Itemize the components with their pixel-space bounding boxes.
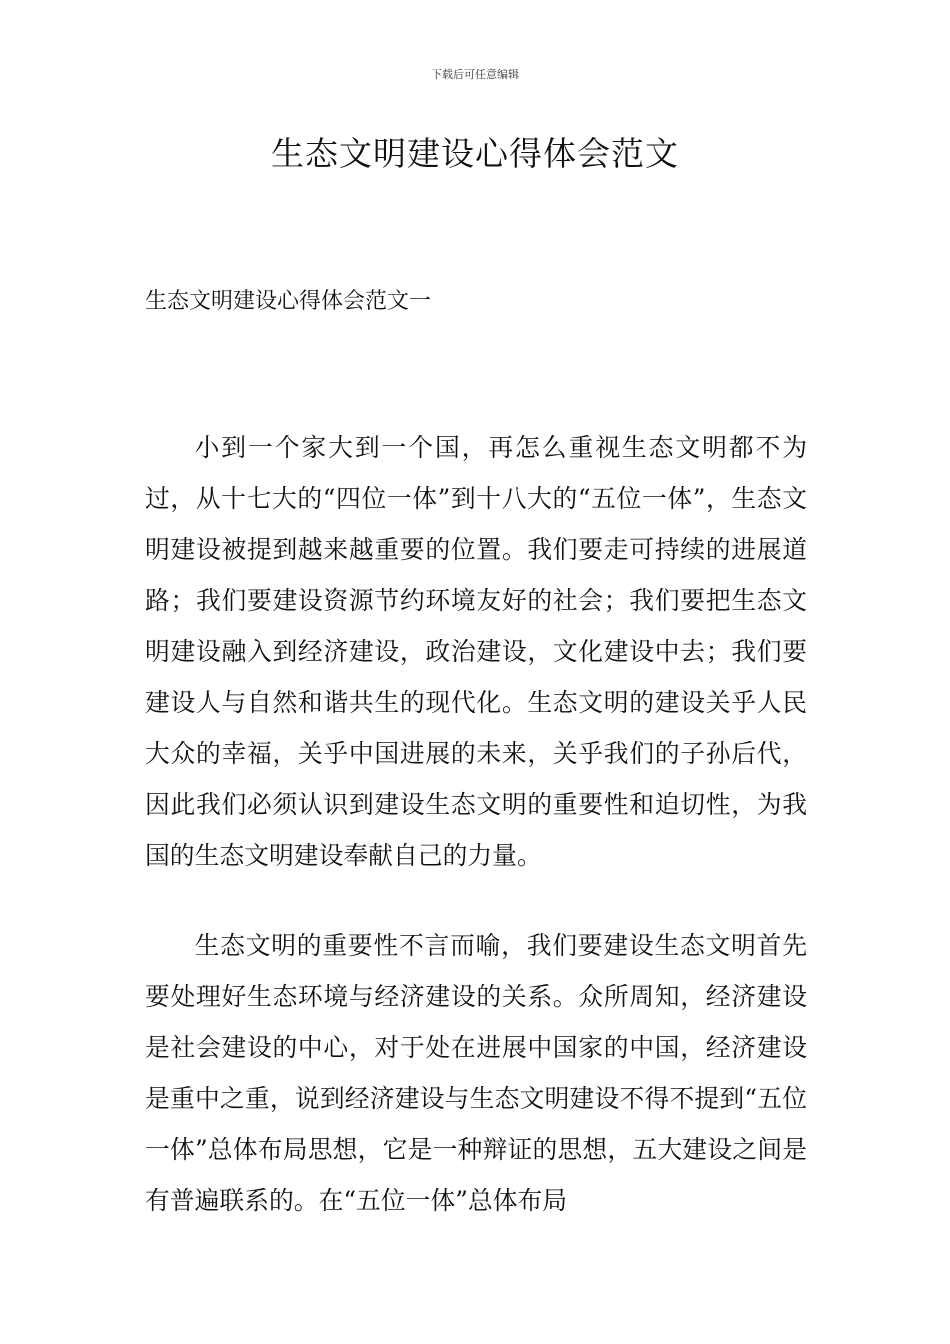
body-paragraph-2: 生态文明的重要性不言而喻，我们要建设生态文明首先要处理好生态环境与经济建设的关系。众所周知，经济建设是社会建设的中心，对于处在进展中国家的中国，经济建设是重中之重，说到经济建设与生态文明建设不得不提到“五位一体”总体布局思想，它是一种辩证的思想，五大建设之间是有普遍联系的。在“五位一体”总体布局 <box>145 931 807 1215</box>
document-title: 生态文明建设心得体会范文 <box>271 134 679 173</box>
section-heading: 生态文明建设心得体会范文一 <box>145 289 432 314</box>
header-note: 下载后可任意编辑 <box>431 68 519 81</box>
body-paragraph-1: 小到一个家大到一个国，再怎么重视生态文明都不为过，从十七大的“四位一体”到十八大的“五位一体”，生态文明建设被提到越来越重要的位置。我们要走可持续的进展道路；我们要建设资源节约环境友好的社会；我们要把生态文明建设融入到经济建设，政治建设，文化建设中去；我们要建设人与自然和谐共生的现代化。生态文明的建设关乎人民大众的幸福，关乎中国进展的未来，关乎我们的子孙后代，因此我们必须认识到建设生态文明的重要性和迫切性，为我国的生态文明建设奉献自己的力量。 <box>145 433 807 870</box>
